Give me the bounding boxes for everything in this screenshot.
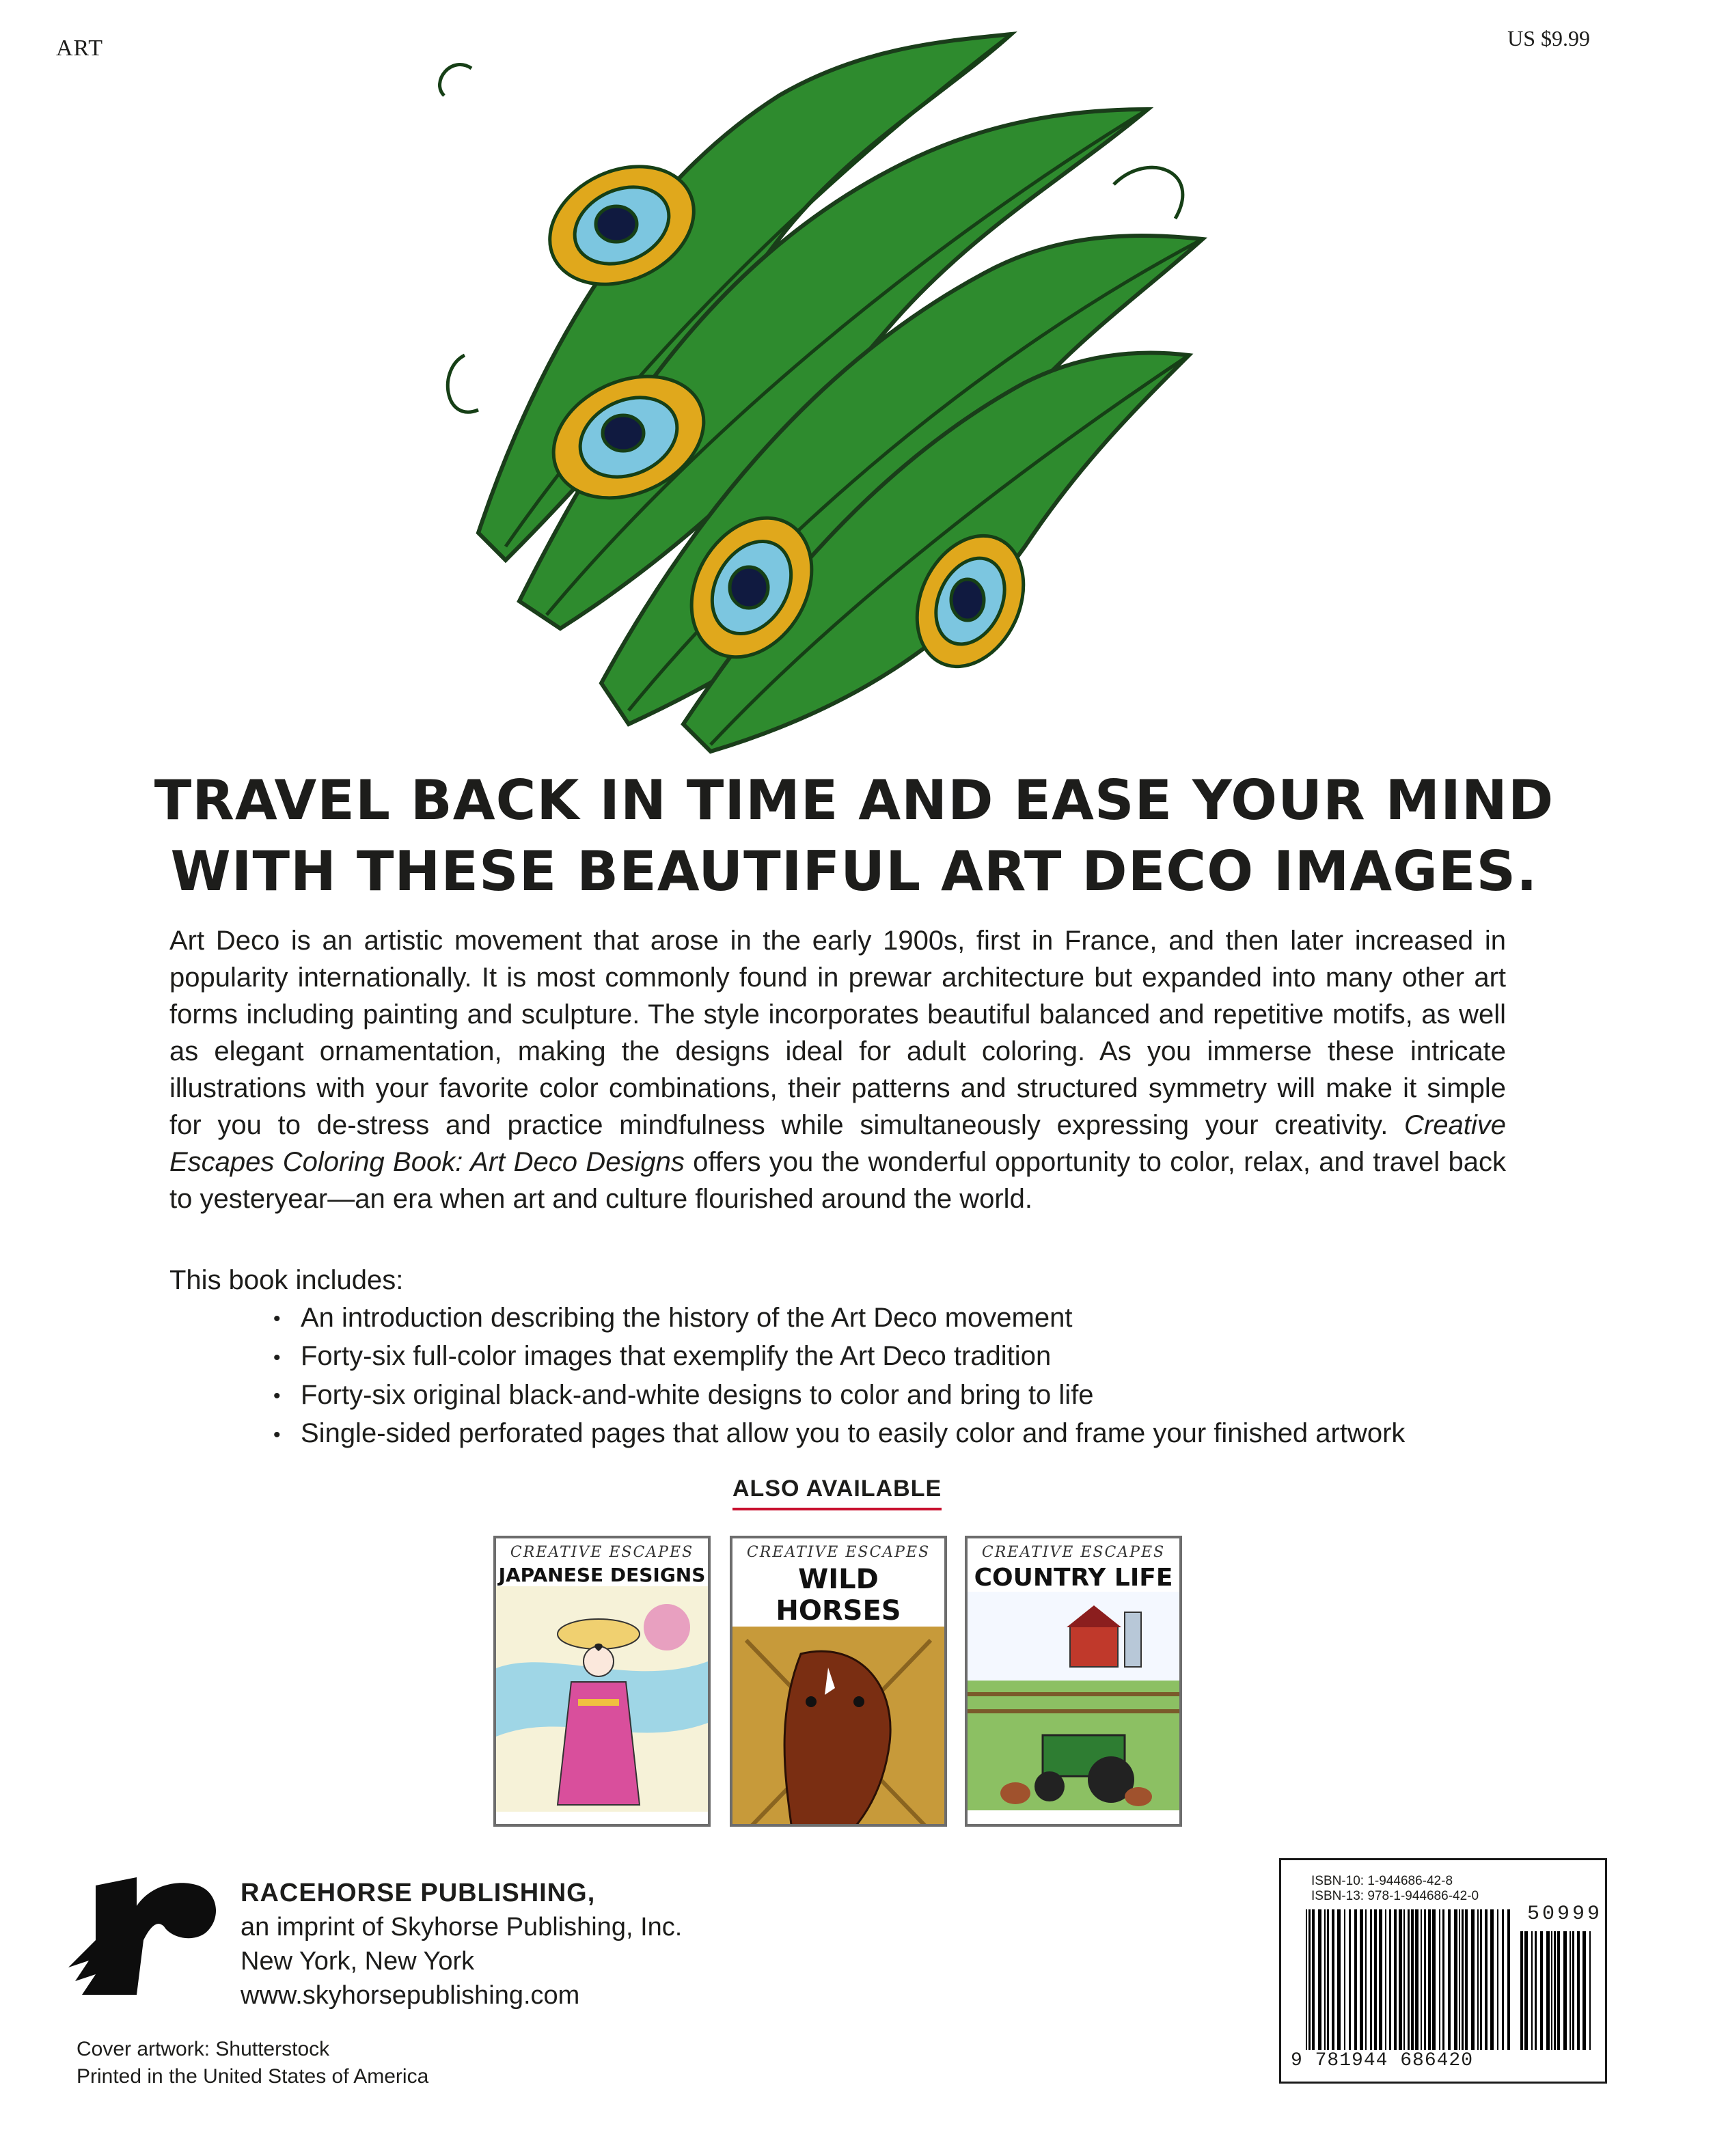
barcode-bar [1520, 1931, 1523, 2050]
barcode-bar [1312, 1909, 1315, 2050]
barcode-bar [1411, 1909, 1414, 2050]
credits [77, 2036, 428, 2090]
book-series: CREATIVE ESCAPES [981, 1544, 1166, 1561]
barcode-bar [1540, 1931, 1543, 2050]
feather-curl [1114, 167, 1183, 219]
ean-digits: 9 781944 686420 [1291, 2050, 1474, 2071]
description-part-2: offers you the wonderful opportunity to color, relax, and travel back to yesteryear—an era when art and culture flourished around the world. [169, 1147, 1506, 1214]
barcode-bar [1374, 1909, 1377, 2050]
barcode-bar [1344, 1909, 1345, 2050]
publisher-name: RACEHORSE PUBLISHING, [241, 1879, 596, 1907]
barcode-bar [1439, 1909, 1440, 2050]
book-title: COUNTRY LIFE [974, 1564, 1173, 1592]
barcode-bar [1577, 1931, 1580, 2050]
barcode-bar [1432, 1909, 1436, 2050]
book-title: JAPANESE DESIGNS [498, 1564, 706, 1586]
barcode-bar [1379, 1909, 1382, 2050]
barcode-bar [1370, 1909, 1372, 2050]
barcode-bar [1535, 1931, 1537, 2050]
book-title: WILD HORSES [776, 1564, 901, 1627]
barcode-bar [1306, 1909, 1307, 2050]
barcode-bar [1524, 1931, 1528, 2050]
barcode-bar [1324, 1909, 1326, 2050]
barcode-bar [1582, 1931, 1586, 2050]
barcode-bar [1557, 1931, 1560, 2050]
book-series: CREATIVE ESCAPES [746, 1544, 931, 1561]
book-thumbnail-japanese-designs [493, 1536, 711, 1827]
barcode-bar [1531, 1931, 1533, 2050]
barcode-bar [1394, 1909, 1397, 2050]
book-thumbnail-country-life [965, 1536, 1182, 1827]
barcode-bar [1563, 1931, 1567, 2050]
barcode-bar [1572, 1931, 1574, 2050]
barcode-bar [1459, 1909, 1460, 2050]
price-label: US $9.99 [1507, 26, 1590, 51]
book-thumbnail-wild-horses [730, 1536, 947, 1827]
list-item: • An introduction describing the history of the Art Deco movement [273, 1299, 1405, 1338]
barcode-bar [1337, 1909, 1341, 2050]
also-available-label: ALSO AVAILABLE [732, 1476, 942, 1510]
list-item: • Forty-six original black-and-white designs to color and bring to life [273, 1377, 1405, 1415]
headline [137, 765, 1572, 907]
barcode-bar [1428, 1909, 1431, 2050]
racehorse-r-logo [68, 1872, 225, 2002]
publisher-info [241, 1876, 682, 2013]
barcode-bar [1389, 1909, 1391, 2050]
includes-intro: This book includes: [169, 1265, 404, 1295]
description-paragraph [169, 922, 1506, 1217]
barcode-bar [1502, 1909, 1504, 2050]
publisher-website[interactable]: www.skyhorsepublishing.com [241, 1981, 580, 2010]
includes-list [273, 1299, 1405, 1454]
geisha-illustration [496, 1586, 708, 1812]
category-label: ART [56, 36, 103, 61]
feather-curl [448, 355, 478, 412]
description-part-1: Art Deco is an artistic movement that arose in the early 1900s, first in France, and then later increased in popularity internationally. It is most commonly found in prewar architecture but expanded into many other art forms including painting and sculpture. The style incorporates beautiful balanced and repetitive motifs, as well as elegant ornamentation, making the designs ideal for adult coloring. As you immerse these intricate illustrations with your favorite color combinations, their patterns and structured symmetry will make it simple for you to de-stress and practice mindfulness while simultaneously expressing your creativity. [169, 926, 1506, 1140]
book-series: CREATIVE ESCAPES [510, 1544, 694, 1561]
list-item: • Forty-six full-color images that exemplify the Art Deco tradition [273, 1338, 1405, 1376]
barcode-bar [1546, 1931, 1550, 2050]
peacock-feather-illustration [424, 14, 1230, 765]
barcode-bar [1477, 1909, 1479, 2050]
barcode-bar [1490, 1909, 1494, 2050]
barcode-bar [1349, 1909, 1351, 2050]
barcode-bar [1485, 1909, 1488, 2050]
barcode-bar [1480, 1909, 1482, 2050]
ean-barcode [1306, 1909, 1511, 2050]
barcode-bar [1554, 1931, 1556, 2050]
barcode-bar [1415, 1909, 1419, 2050]
barcode-bar [1589, 1931, 1591, 2050]
barcode-bar [1308, 1909, 1311, 2050]
list-item: • Single-sided perforated pages that allow you to easily color and frame your finished artwork [273, 1415, 1405, 1453]
addon-barcode [1520, 1931, 1595, 2050]
printed-in: Printed in the United States of America [77, 2065, 429, 2088]
barcode-bar [1399, 1909, 1402, 2050]
barcode-bar [1551, 1931, 1552, 2050]
headline-line-1: TRAVEL BACK IN TIME AND EASE YOUR MIND [154, 769, 1554, 832]
barcode-bar [1332, 1909, 1334, 2050]
barcode-bar [1327, 1909, 1329, 2050]
barcode-bar [1385, 1909, 1386, 2050]
isbn-13: ISBN-13: 978-1-944686-42-0 [1311, 1889, 1479, 1903]
headline-line-2: WITH THESE BEAUTIFUL ART DECO IMAGES. [170, 840, 1538, 903]
barcode-bar [1354, 1909, 1357, 2050]
barcode-bar [1570, 1931, 1571, 2050]
barcode-bar [1448, 1909, 1451, 2050]
barcode-bar [1471, 1909, 1475, 2050]
publisher-location: New York, New York [241, 1947, 475, 1976]
isbn-10: ISBN-10: 1-944686-42-8 [1311, 1874, 1453, 1888]
cover-artwork-credit: Cover artwork: Shutterstock [77, 2038, 330, 2060]
horse-illustration [732, 1627, 944, 1827]
barcode-bar [1507, 1909, 1510, 2050]
price-code: 50999 [1527, 1903, 1603, 1926]
barcode-bar [1318, 1909, 1321, 2050]
barcode-bar [1442, 1909, 1444, 2050]
farm-illustration [968, 1592, 1179, 1810]
barcode-bar [1462, 1909, 1464, 2050]
barcode-bar [1403, 1909, 1405, 2050]
barcode-bar [1465, 1909, 1468, 2050]
barcode-bar [1497, 1909, 1498, 2050]
publisher-imprint: an imprint of Skyhorse Publishing, Inc. [241, 1913, 683, 1941]
barcode-bar [1360, 1909, 1363, 2050]
description-book-title: Creative Escapes Coloring Book: Art Deco Designs [169, 1110, 1506, 1177]
barcode-bar [1454, 1909, 1457, 2050]
barcode-bar [1424, 1909, 1426, 2050]
barcode-bar [1408, 1909, 1410, 2050]
barcode-box [1279, 1858, 1607, 2084]
feather-curl [440, 65, 471, 96]
barcode-bar [1365, 1909, 1367, 2050]
barcode-bar [1421, 1909, 1422, 2050]
